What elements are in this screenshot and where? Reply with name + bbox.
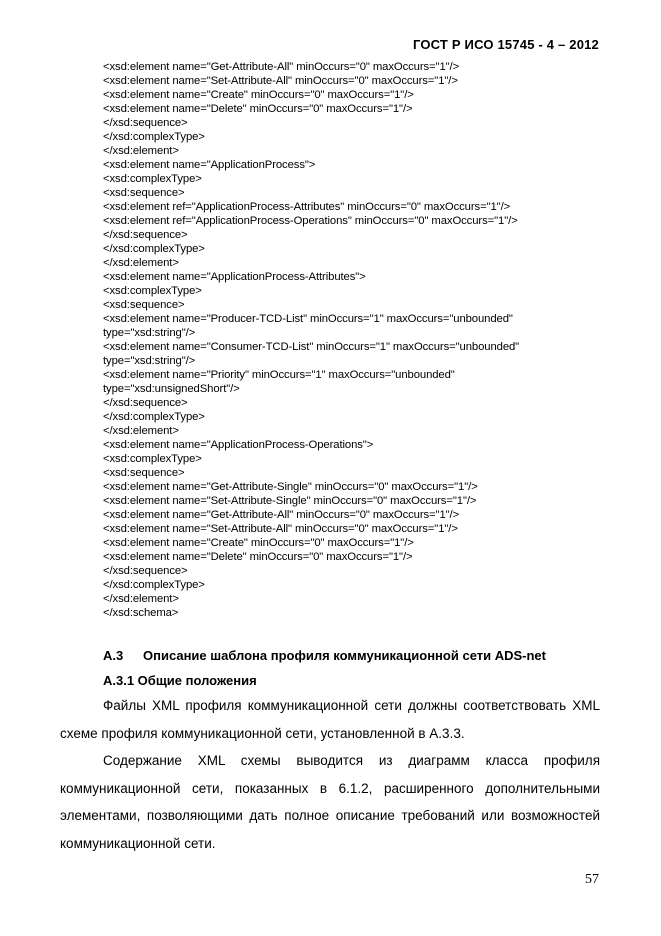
- section-heading: [103, 648, 546, 663]
- code-line: <xsd:element name="ApplicationProcess">: [103, 159, 316, 171]
- code-line: </xsd:sequence>: [103, 397, 188, 409]
- code-line: <xsd:element name="Delete" minOccurs="0" maxOccurs="1"/>: [103, 551, 413, 563]
- code-line: type="xsd:string"/>: [103, 327, 196, 339]
- xml-schema-code-block: [103, 60, 603, 620]
- code-line: <xsd:complexType>: [103, 173, 202, 185]
- code-line: <xsd:element name="Set-Attribute-All" minOccurs="0" maxOccurs="1"/>: [103, 523, 458, 535]
- code-line: </xsd:complexType>: [103, 243, 205, 255]
- section-number: А.3: [103, 648, 124, 663]
- code-line: <xsd:element name="Set-Attribute-All" minOccurs="0" maxOccurs="1"/>: [103, 75, 458, 87]
- code-line: </xsd:schema>: [103, 607, 179, 619]
- code-line: </xsd:element>: [103, 145, 179, 157]
- code-line: </xsd:element>: [103, 593, 179, 605]
- code-line: <xsd:sequence>: [103, 467, 185, 479]
- code-line: </xsd:element>: [103, 257, 179, 269]
- code-line: type="xsd:string"/>: [103, 355, 196, 367]
- page-number: 57: [585, 872, 599, 887]
- code-line: <xsd:element name="Producer-TCD-List" minOccurs="1" maxOccurs="unbounded": [103, 313, 513, 325]
- code-line: </xsd:sequence>: [103, 117, 188, 129]
- code-line: </xsd:complexType>: [103, 131, 205, 143]
- paragraph-2: Содержание XML схемы выводится из диаграмм класса профиля коммуникационной сети, показанных в 6.1.2, расширенного дополнительными элементами, позволяющими дать полное описание требований или возможностей коммуникационной сети.: [60, 753, 600, 851]
- body-text: [60, 692, 600, 857]
- code-line: <xsd:complexType>: [103, 285, 202, 297]
- code-line: <xsd:element name="Set-Attribute-Single" minOccurs="0" maxOccurs="1"/>: [103, 495, 477, 507]
- section-title: Описание шаблона профиля коммуникационной сети ADS-net: [143, 648, 546, 663]
- code-line: <xsd:element name="ApplicationProcess-Attributes">: [103, 271, 366, 283]
- code-line: <xsd:element name="Create" minOccurs="0" maxOccurs="1"/>: [103, 89, 414, 101]
- code-line: <xsd:element name="Get-Attribute-Single" minOccurs="0" maxOccurs="1"/>: [103, 481, 478, 493]
- code-line: </xsd:sequence>: [103, 565, 188, 577]
- code-line: <xsd:element name="Get-Attribute-All" minOccurs="0" maxOccurs="1"/>: [103, 61, 460, 73]
- code-line: <xsd:element name="Delete" minOccurs="0" maxOccurs="1"/>: [103, 103, 413, 115]
- code-line: <xsd:sequence>: [103, 187, 185, 199]
- code-line: <xsd:element ref="ApplicationProcess-Attributes" minOccurs="0" maxOccurs="1"/>: [103, 201, 511, 213]
- document-header: ГОСТ Р ИСО 15745 - 4 – 2012: [412, 37, 599, 52]
- code-line: <xsd:complexType>: [103, 453, 202, 465]
- paragraph-1: Файлы XML профиля коммуникационной сети должны соответствовать XML схеме профиля коммуникационной сети, установленной в А.3.3.: [60, 698, 600, 741]
- code-line: type="xsd:unsignedShort"/>: [103, 383, 240, 395]
- code-line: <xsd:element ref="ApplicationProcess-Operations" minOccurs="0" maxOccurs="1"/>: [103, 215, 518, 227]
- code-line: <xsd:sequence>: [103, 299, 185, 311]
- code-line: <xsd:element name="Get-Attribute-All" minOccurs="0" maxOccurs="1"/>: [103, 509, 460, 521]
- code-line: <xsd:element name="Consumer-TCD-List" minOccurs="1" maxOccurs="unbounded": [103, 341, 520, 353]
- code-line: <xsd:element name="ApplicationProcess-Operations">: [103, 439, 374, 451]
- code-line: </xsd:complexType>: [103, 411, 205, 423]
- code-line: <xsd:element name="Priority" minOccurs="1" maxOccurs="unbounded": [103, 369, 455, 381]
- code-line: </xsd:complexType>: [103, 579, 205, 591]
- code-line: </xsd:element>: [103, 425, 179, 437]
- subsection-heading: А.3.1 Общие положения: [103, 673, 257, 688]
- code-line: <xsd:element name="Create" minOccurs="0" maxOccurs="1"/>: [103, 537, 414, 549]
- code-line: </xsd:sequence>: [103, 229, 188, 241]
